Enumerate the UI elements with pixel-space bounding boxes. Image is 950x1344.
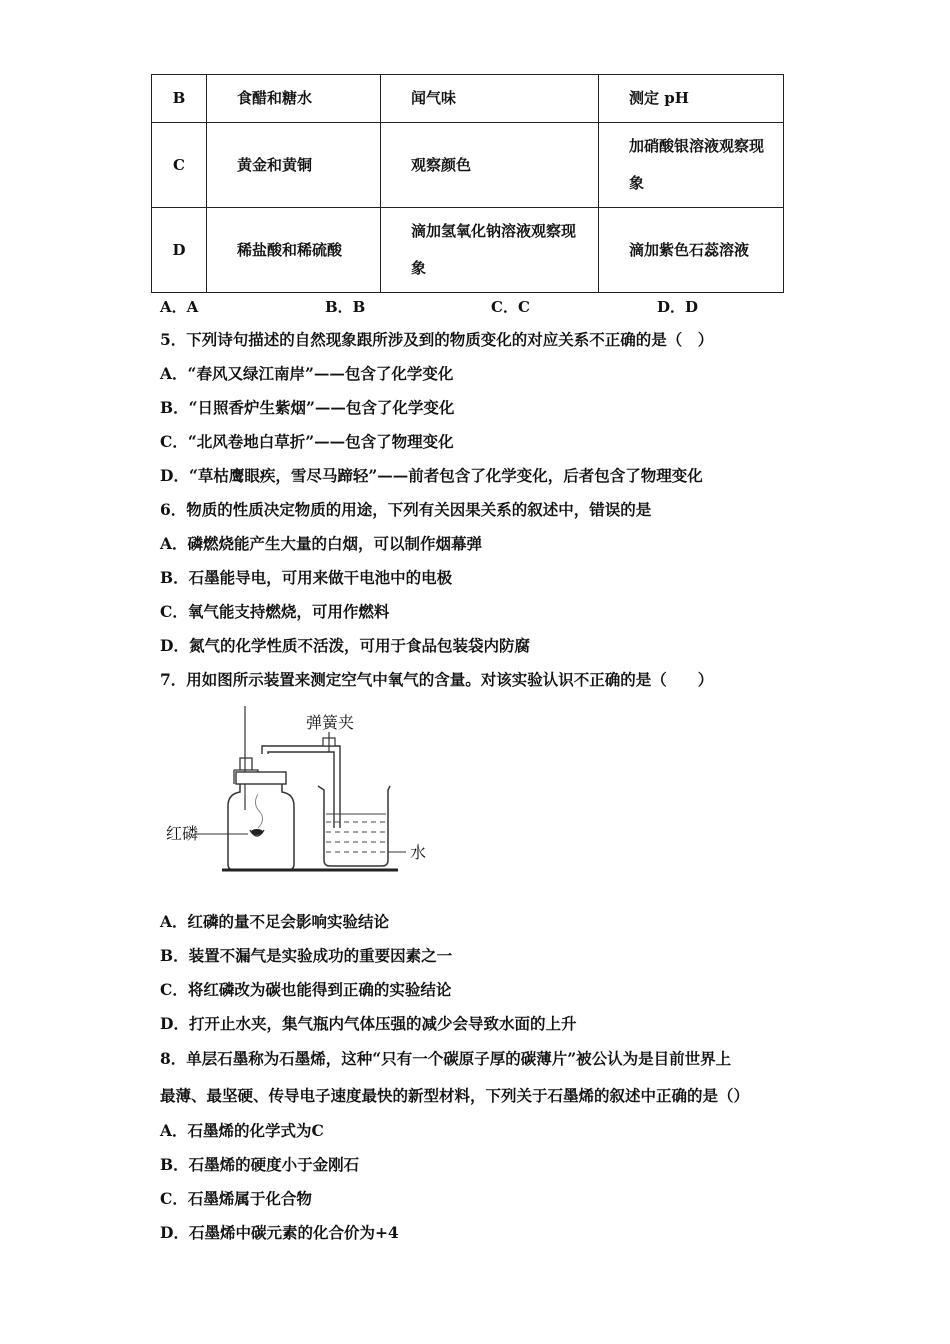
- q7-option-a[interactable]: A．红磷的量不足会影响实验结论: [160, 912, 390, 931]
- q5-option-d[interactable]: D．“草枯鹰眼疾，雪尽马蹄轻”——前者包含了化学变化，后者包含了物理变化: [160, 466, 703, 485]
- water-surface-lines: [326, 814, 386, 852]
- table-cell-substances: 食醋和糖水: [207, 75, 381, 123]
- table-row-b: [152, 75, 784, 123]
- table-row-c: [152, 123, 784, 208]
- table-cell-method-2: 加硝酸银溶液观察现象: [599, 123, 784, 208]
- red-phosphorus-icon: [251, 829, 263, 835]
- oxygen-measurement-apparatus: [160, 702, 440, 880]
- gas-collecting-bottle: [228, 784, 294, 870]
- q6-option-c[interactable]: C．氧气能支持燃烧，可用作燃料: [160, 602, 390, 621]
- q5-option-a[interactable]: A．“春风又绿江南岸”——包含了化学变化: [160, 364, 454, 383]
- q6-option-d[interactable]: D．氮气的化学性质不活泼，可用于食品包装袋内防腐: [160, 636, 530, 655]
- q7-option-d[interactable]: D．打开止水夹，集气瓶内气体压强的减少会导致水面的上升: [160, 1014, 577, 1033]
- q5-option-b[interactable]: B．“日照香炉生紫烟”——包含了化学变化: [160, 398, 455, 417]
- table-cell-key: D: [152, 208, 207, 293]
- table-cell-method-1: 闻气味: [381, 75, 599, 123]
- phosphorus-label: 红磷: [166, 824, 199, 843]
- table-cell-substances: 稀盐酸和稀硫酸: [207, 208, 381, 293]
- q4-options-table: [151, 74, 784, 293]
- q8-stem-line-1: 8．单层石墨称为石墨烯，这种“只有一个碳原子厚的碳薄片”被公认为是目前世界上: [160, 1049, 732, 1068]
- table-cell-substances: 黄金和黄铜: [207, 123, 381, 208]
- q4-option-c[interactable]: C．C: [491, 298, 530, 316]
- q8-option-a[interactable]: A．石墨烯的化学式为C: [160, 1121, 324, 1140]
- table-cell-key: B: [152, 75, 207, 123]
- q6-stem: 6．物质的性质决定物质的用途，下列有关因果关系的叙述中，错误的是: [160, 500, 652, 519]
- q8-option-c[interactable]: C．石墨烯属于化合物: [160, 1189, 312, 1208]
- q4-option-a[interactable]: A．A: [160, 298, 199, 316]
- q6-option-b[interactable]: B．石墨能导电，可用来做干电池中的电极: [160, 568, 453, 587]
- bottle-stopper: [236, 772, 286, 784]
- q4-option-b[interactable]: B．B: [325, 298, 366, 316]
- q7-option-c[interactable]: C．将红磷改为碳也能得到正确的实验结论: [160, 980, 452, 999]
- clamp-label: 弹簧夹: [306, 713, 355, 732]
- table-cell-method-1: 滴加氢氧化钠溶液观察现象: [381, 208, 599, 293]
- q5-option-c[interactable]: C．“北风卷地白草折”——包含了物理变化: [160, 432, 454, 451]
- table-cell-method-2: 测定 pH: [599, 75, 784, 123]
- water-label: 水: [410, 843, 427, 862]
- table-cell-method-2: 滴加紫色石蕊溶液: [599, 208, 784, 293]
- q8-stem-line-2: 最薄、最坚硬、传导电子速度最快的新型材料，下列关于石墨烯的叙述中正确的是（）: [160, 1086, 750, 1105]
- q7-stem: 7．用如图所示装置来测定空气中氧气的含量。对该实验认识不正确的是（ ）: [160, 670, 714, 689]
- table-cell-method-1: 观察颜色: [381, 123, 599, 208]
- connecting-tube: [262, 746, 340, 828]
- beaker: [318, 786, 390, 866]
- q8-option-b[interactable]: B．石墨烯的硬度小于金刚石: [160, 1155, 360, 1174]
- q4-option-d[interactable]: D．D: [657, 298, 699, 316]
- table-row-d: [152, 208, 784, 293]
- q6-option-a[interactable]: A．磷燃烧能产生大量的白烟，可以制作烟幕弹: [160, 534, 483, 553]
- smoke-icon: [255, 794, 262, 828]
- q5-stem: 5．下列诗句描述的自然现象跟所涉及到的物质变化的对应关系不正确的是（ ）: [160, 330, 714, 349]
- q8-option-d[interactable]: D．石墨烯中碳元素的化合价为+4: [160, 1223, 399, 1242]
- table-cell-key: C: [152, 123, 207, 208]
- q7-option-b[interactable]: B．装置不漏气是实验成功的重要因素之一: [160, 946, 453, 965]
